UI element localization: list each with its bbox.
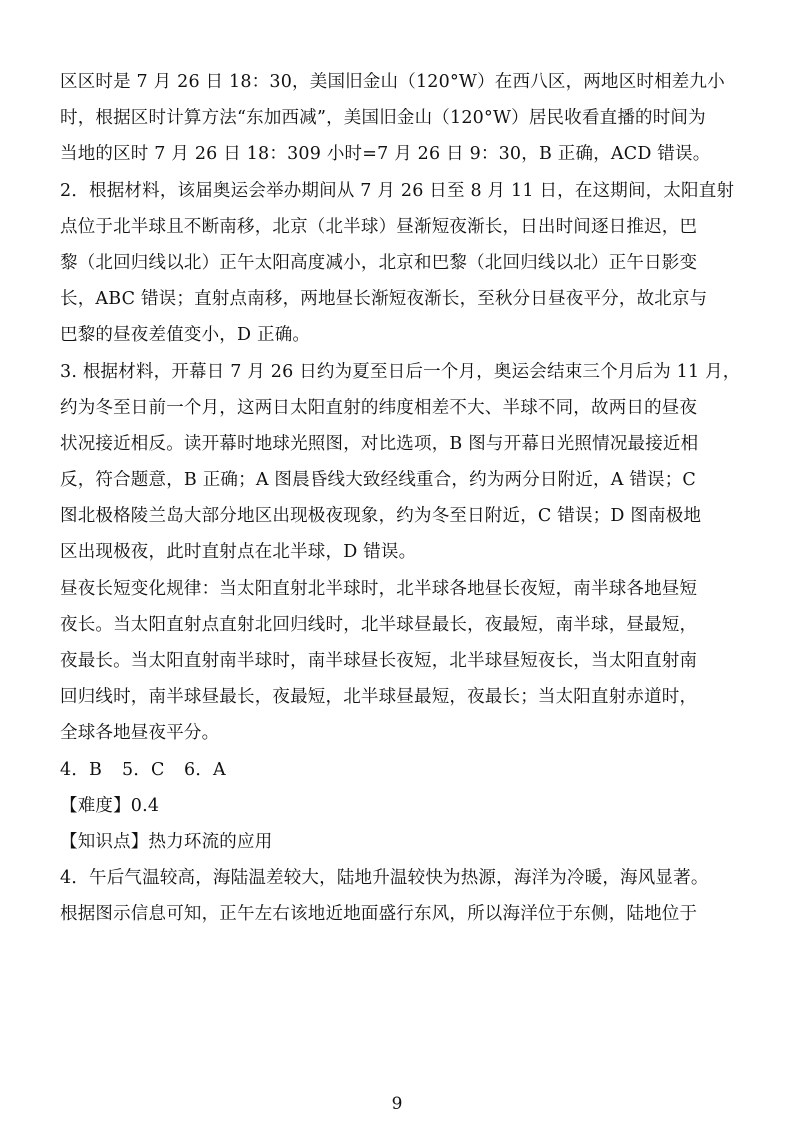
difficulty-label: 【难度】0.4 [60,795,160,816]
text-line: 约为冬至日前一个月，这两日太阳直射的纬度相差不大、半球不同，故两日的昼夜 [60,397,698,418]
page-number: 9 [391,1094,403,1114]
text-line: 2．根据材料，该届奥运会举办期间从 7 月 26 日至 8 月 11 日，在这期间，太阳直射 [60,180,735,201]
answer-explanation-body [60,64,750,933]
answer-4: 4．B [60,759,103,780]
text-line: 巴黎的昼夜差值变小，D 正确。 [60,325,311,346]
text-line: 点位于北半球且不断南移，北京（北半球）昼渐短夜渐长，日出时间逐日推迟，巴 [60,216,698,237]
text-line: 图北极格陵兰岛大部分地区出现极夜现象，约为冬至日附近，C 错误；D 图南极地 [60,506,702,527]
text-line: 回归线时，南半球昼最长，夜最短，北半球昼最短，夜最长；当太阳直射赤道时， [60,687,698,708]
text-line: 4．午后气温较高，海陆温差较大，陆地升温较快为热源，海洋为冷暖，海风显著。 [60,868,709,889]
text-line: 长，ABC 错误；直射点南移，两地昼长渐短夜渐长，至秋分日昼夜平分，故北京与 [60,289,708,310]
text-line: 根据图示信息可知，正午左右该地近地面盛行东风，所以海洋位于东侧，陆地位于 [60,904,698,925]
text-line: 区区时是 7 月 26 日 18：30，美国旧金山（120°W）在西八区，两地区时相差九小 [60,72,725,92]
text-line: 状况接近相反。读开幕时地球光照图，对比选项，B 图与开幕日光照情况最接近相 [60,433,699,454]
text-line: 区出现极夜，此时直射点在北半球，D 错误。 [60,542,417,563]
text-line: 昼夜长短变化规律：当太阳直射北半球时，北半球各地昼长夜短，南半球各地昼短 [60,578,698,599]
answer-5: 5．C [122,759,165,780]
text-line: 3. 根据材料，开幕日 7 月 26 日约为夏至日后一个月，奥运会结束三个月后为 11 月， [60,361,741,382]
text-line: 时，根据区时计算方法“东加西减”，美国旧金山（120°W）居民收看直播的时间为 [60,108,706,129]
text-line: 全球各地昼夜平分。 [60,723,220,744]
knowledge-point-label: 【知识点】热力环流的应用 [60,831,273,852]
text-line: 夜最长。当太阳直射南半球时，南半球昼长夜短，北半球昼短夜长，当太阳直射南 [60,651,698,671]
text-line: 夜长。当太阳直射点直射北回归线时，北半球昼最长，夜最短，南半球，昼最短， [60,614,698,635]
text-line: 当地的区时 7 月 26 日 18：309 小时=7 月 26 日 9：30，B 正确，ACD 错误。 [60,144,711,165]
answer-key-row [60,752,750,788]
text-line: 反，符合题意，B 正确；A 图晨昏线大致经线重合，约为两分日附近，A 错误；C [60,470,697,491]
text-line: 黎（北回归线以北）正午太阳高度减小，北京和巴黎（北回归线以北）正午日影变 [60,252,698,273]
answer-6: 6．A [184,759,226,780]
